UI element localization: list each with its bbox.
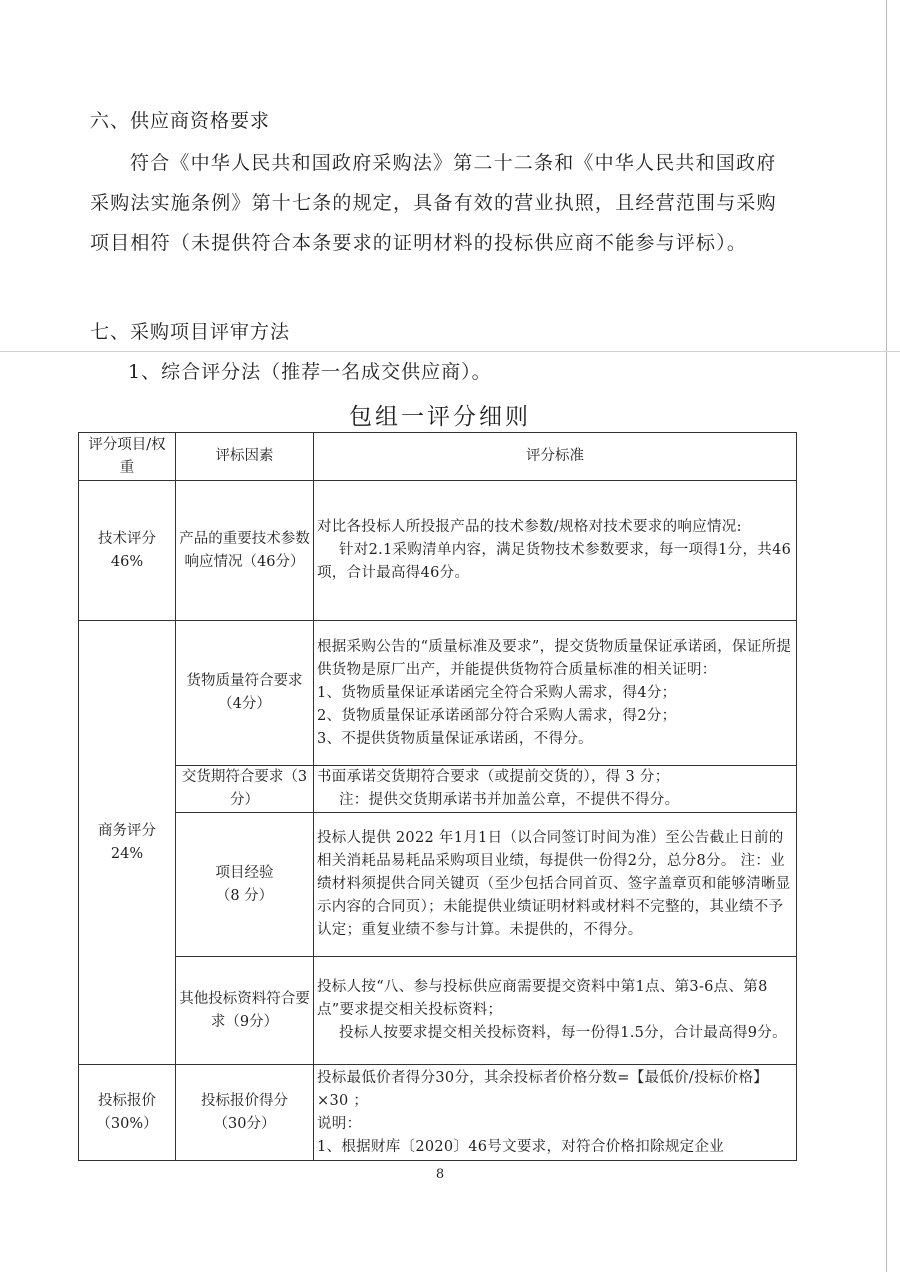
price-criteria [314, 1065, 797, 1161]
delivery-criteria-line1: 书面承诺交货期符合要求（或提前交货的），得 3 分； [317, 769, 670, 785]
experience-factor [176, 813, 314, 957]
table-row-technical [79, 481, 797, 621]
technical-criteria-line2 [317, 539, 793, 585]
section-6-title: 六、供应商资格要求 [90, 110, 271, 132]
quality-criteria-line3: 2、货物质量保证承诺函部分符合采购人需求，得2分； [317, 707, 677, 724]
quality-criteria-line4: 3、不提供货物质量保证承诺函，不得分。 [317, 730, 593, 747]
other-criteria-line1: 投标人按“八、参与投标供应商需要提交资料中第1点、第3-6点、第8点”要求提交相关投标资料； [317, 979, 768, 1018]
table-row-price [79, 1065, 797, 1161]
price-category [79, 1065, 176, 1161]
quality-criteria [314, 621, 797, 766]
table-row-delivery [79, 766, 797, 813]
section-6-body-text: 符合《中华人民共和国政府采购法》第二十二条和《中华人民共和国政府采购法实施条例》第十七条的规定，具备有效的营业执照，且经营范围与采购项目相符（未提供符合本条要求的证明材料的投标供应商不能参与评标）。 [90, 152, 777, 254]
delivery-factor: 交货期符合要求（3分） [176, 766, 314, 813]
table-row-other [79, 957, 797, 1065]
price-criteria-line3: 1、根据财库〔2020〕46号文要求，对符合价格扣除规定企业 [317, 1138, 725, 1155]
scan-artifact-line [0, 351, 900, 352]
quality-factor: 货物质量符合要求（4分） [176, 621, 314, 766]
experience-factor-line1: 项目经验 [215, 864, 274, 881]
scan-edge-line [886, 0, 887, 1272]
price-criteria-line1: 投标最低价者得分30分，其余投标者价格分数=【最低价/投标价格】×30 ； [317, 1069, 769, 1109]
price-factor [176, 1065, 314, 1161]
delivery-criteria [314, 766, 797, 813]
delivery-criteria-line2-text: 注：提供交货期承诺书并加盖公章，不提供不得分。 [339, 792, 680, 808]
section-6-body [90, 143, 790, 263]
delivery-criteria-line2 [317, 789, 793, 812]
header-factor: 评标因素 [176, 433, 314, 481]
technical-factor: 产品的重要技术参数响应情况（46分） [176, 481, 314, 621]
price-category-line1: 投标报价 [98, 1092, 156, 1109]
other-criteria-line2-text: 投标人按要求提交相关投标资料，每一份得1.5分，合计最高得9分。 [339, 1025, 787, 1041]
section-7-title: 七、采购项目评审方法 [90, 321, 291, 343]
other-factor: 其他投标资料符合要求（9分） [176, 957, 314, 1065]
page-number: 8 [435, 1167, 445, 1182]
experience-criteria: 投标人提供 2022 年1月1日（以合同签订时间为准）至公告截止日前的相关消耗品易耗品采购项目业绩，每提供一份得2分，总分8分。 注：业绩材料须提供合同关键页（至少包括合同首页、签字盖章页和能够清晰显示内容的合同页）；未能提供业绩证明材料或材料不完整的，其业绩不予认定；重复业绩不参与计算。未提供的，不得分。 [314, 813, 797, 957]
price-category-line2: （30%） [96, 1115, 158, 1132]
table-row-experience [79, 813, 797, 957]
table-header-row [79, 433, 797, 481]
business-category: 商务评分24% [79, 621, 176, 1065]
quality-criteria-line1: 根据采购公告的“质量标准及要求”，提交货物质量保证承诺函，保证所提供货物是原厂出产，并能提供货物符合质量标准的相关证明： [317, 638, 792, 678]
table-row-quality [79, 621, 797, 766]
price-criteria-line2: 说明： [317, 1115, 362, 1132]
header-category: 评分项目/权重 [79, 433, 176, 481]
technical-category: 技术评分46% [79, 481, 176, 621]
table-title: 包组一评分细则 [349, 404, 531, 430]
technical-criteria-line2-text: 针对2.1采购清单内容，满足货物技术参数要求，每一项得1分，共46项，合计最高得46分。 [317, 542, 792, 581]
quality-criteria-line2: 1、货物质量保证承诺函完全符合采购人需求，得4分； [317, 684, 677, 701]
scoring-table [78, 432, 797, 1161]
technical-criteria [314, 481, 797, 621]
section-7-subtitle: 1、综合评分法（推荐一名成交供应商）。 [128, 361, 492, 383]
header-criteria: 评分标准 [314, 433, 797, 481]
other-criteria-line2 [317, 1022, 793, 1045]
technical-criteria-line1: 对比各投标人所投报产品的技术参数/规格对技术要求的响应情况: [317, 519, 742, 535]
experience-factor-line2: （8 分） [215, 887, 274, 904]
price-factor-line2: （30分） [213, 1115, 276, 1132]
price-factor-line1: 投标报价得分 [201, 1092, 288, 1109]
other-criteria [314, 957, 797, 1065]
